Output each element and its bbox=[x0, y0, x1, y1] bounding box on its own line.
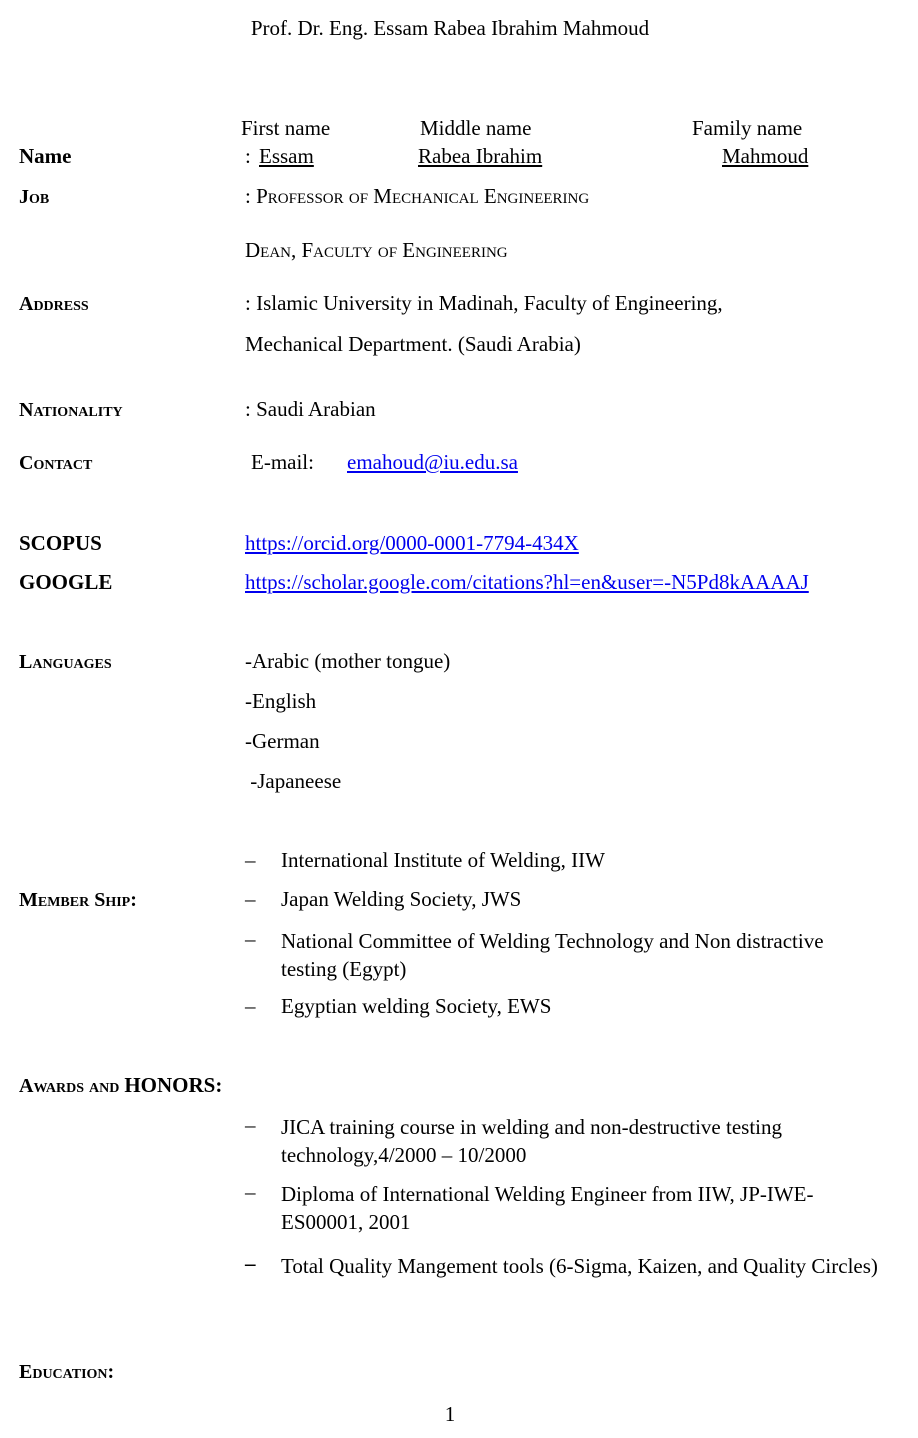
middle-name-heading: Middle name bbox=[420, 116, 532, 140]
award-item: Diploma of International Welding Engineer from IIW, JP-IWE-ES00001, 2001 bbox=[281, 1182, 814, 1234]
bullet-dash: – bbox=[245, 1113, 256, 1137]
bullet-dash: – bbox=[245, 1180, 256, 1204]
language-item: -German bbox=[245, 729, 320, 753]
awards-label-smallcaps: Awards and bbox=[19, 1075, 125, 1097]
award-item: Total Quality Mangement tools (6-Sigma, Kaizen, and Quality Circles) bbox=[281, 1254, 878, 1278]
scopus-link[interactable]: https://orcid.org/0000-0001-7794-434X bbox=[245, 531, 579, 555]
email-link[interactable]: emahoud@iu.edu.sa bbox=[347, 450, 518, 474]
first-name-value: Essam bbox=[259, 144, 314, 168]
bullet-dash: – bbox=[245, 848, 256, 872]
job-line-1: : Professor of Mechanical Engineering bbox=[245, 184, 590, 208]
bullet-dash: – bbox=[245, 927, 256, 951]
page-title: Prof. Dr. Eng. Essam Rabea Ibrahim Mahmoud bbox=[250, 16, 650, 40]
membership-item: International Institute of Welding, IIW bbox=[281, 848, 605, 872]
bullet-dash: – bbox=[245, 994, 256, 1018]
membership-item: Egyptian welding Society, EWS bbox=[281, 994, 552, 1018]
language-item: -Japaneese bbox=[245, 769, 342, 793]
languages-label: Languages bbox=[19, 651, 112, 673]
education-label: Education: bbox=[19, 1361, 115, 1383]
membership-label: Member Ship: bbox=[19, 889, 137, 911]
membership-item: National Committee of Welding Technology and Non distractive testing (Egypt) bbox=[281, 929, 824, 981]
family-name-value: Mahmoud bbox=[722, 144, 809, 168]
award-item: JICA training course in welding and non-destructive testing technology,4/2000 – 10/2000 bbox=[281, 1115, 782, 1167]
name-label: Name bbox=[19, 144, 72, 168]
job-line-2: Dean, Faculty of Engineering bbox=[245, 238, 508, 262]
name-colon: : bbox=[245, 144, 251, 168]
middle-name-value: Rabea Ibrahim bbox=[418, 144, 543, 168]
contact-label: Contact bbox=[19, 452, 93, 474]
address-label: Address bbox=[19, 293, 89, 315]
bullet-dash: – bbox=[245, 1251, 256, 1275]
awards-label bbox=[19, 1073, 222, 1098]
first-name-heading: First name bbox=[241, 116, 331, 140]
family-name-heading: Family name bbox=[692, 116, 803, 140]
language-item: -English bbox=[245, 689, 317, 713]
email-label: E-mail: bbox=[251, 450, 314, 474]
google-label: GOOGLE bbox=[19, 570, 113, 594]
nationality-label: Nationality bbox=[19, 399, 123, 421]
address-line-2: Mechanical Department. (Saudi Arabia) bbox=[245, 332, 581, 356]
bullet-dash: – bbox=[245, 887, 256, 911]
google-scholar-link[interactable]: https://scholar.google.com/citations?hl=en&user=-N5Pd8kAAAAJ bbox=[245, 570, 809, 594]
address-line-1: : Islamic University in Madinah, Faculty of Engineering, bbox=[245, 291, 723, 315]
job-label: Job bbox=[19, 186, 50, 208]
scopus-label: SCOPUS bbox=[19, 531, 102, 555]
nationality-value: : Saudi Arabian bbox=[245, 397, 376, 421]
language-item: -Arabic (mother tongue) bbox=[245, 649, 451, 673]
awards-label-caps: HONORS: bbox=[124, 1073, 223, 1097]
membership-item: Japan Welding Society, JWS bbox=[281, 887, 522, 911]
page-number: 1 bbox=[444, 1402, 456, 1426]
